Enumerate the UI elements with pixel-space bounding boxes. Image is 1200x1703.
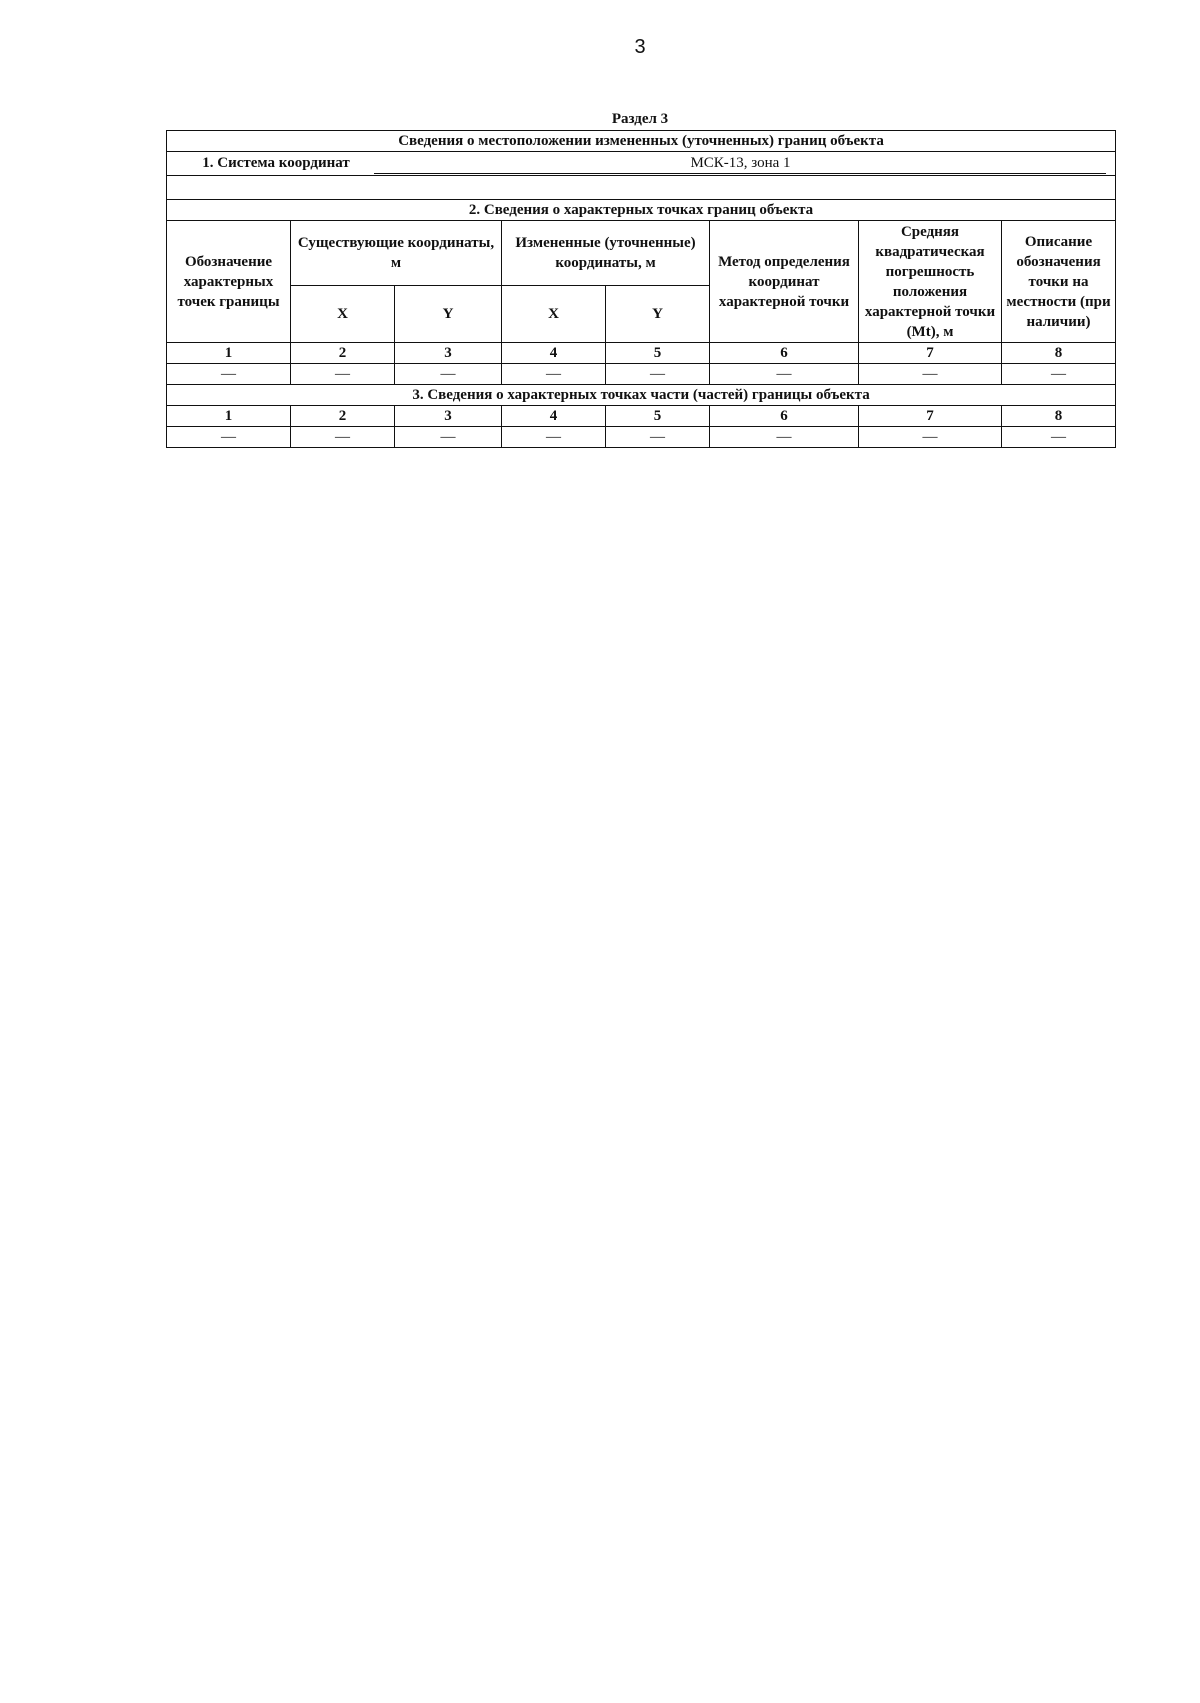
boundary-coordinates-table [166, 130, 1116, 448]
column-number: 2 [291, 343, 395, 364]
column-number: 3 [395, 406, 502, 427]
empty-cell: — [291, 364, 395, 385]
page-number: 3 [634, 36, 646, 58]
col-header-changed-x: X [502, 286, 606, 343]
empty-cell: — [859, 427, 1002, 448]
empty-cell: — [167, 364, 291, 385]
table-title: Сведения о местоположении измененных (уточненных) границ объекта [167, 131, 1116, 152]
column-number: 5 [606, 343, 710, 364]
col-header-description: Описание обозначения точки на местности (при наличии) [1002, 221, 1116, 343]
empty-cell: — [502, 364, 606, 385]
empty-cell: — [167, 427, 291, 448]
column-number: 7 [859, 406, 1002, 427]
column-number: 6 [710, 406, 859, 427]
column-number: 6 [710, 343, 859, 364]
empty-cell: — [710, 427, 859, 448]
empty-cell: — [1002, 427, 1116, 448]
empty-cell: — [606, 364, 710, 385]
empty-cell: — [710, 364, 859, 385]
column-number-row [167, 343, 1116, 364]
column-number: 7 [859, 343, 1002, 364]
column-number-row [167, 406, 1116, 427]
column-number: 2 [291, 406, 395, 427]
empty-cell: — [395, 427, 502, 448]
coordinate-system-value: МСК-13, зона 1 [374, 153, 1106, 174]
subsection-2-title: 2. Сведения о характерных точках границ объекта [167, 200, 1116, 221]
empty-cell: — [502, 427, 606, 448]
empty-cell: — [291, 427, 395, 448]
col-header-designation: Обозначение характерных точек границы [167, 221, 291, 343]
column-number: 1 [167, 343, 291, 364]
empty-cell: — [395, 364, 502, 385]
col-header-changed-coordinates: Измененные (уточненные) координаты, м [502, 221, 710, 286]
column-number: 4 [502, 406, 606, 427]
coordinate-system-label: 1. Система координат [202, 155, 350, 171]
empty-cell: — [859, 364, 1002, 385]
col-header-changed-y: Y [606, 286, 710, 343]
col-header-existing-y: Y [395, 286, 502, 343]
col-header-method: Метод определения координат характерной точки [710, 221, 859, 343]
col-header-existing-x: X [291, 286, 395, 343]
column-number: 3 [395, 343, 502, 364]
column-number: 5 [606, 406, 710, 427]
table-row [167, 427, 1116, 448]
column-number: 8 [1002, 343, 1116, 364]
subsection-3-title: 3. Сведения о характерных точках части (частей) границы объекта [167, 385, 1116, 406]
blank-row [167, 176, 1116, 200]
col-header-error: Средняя квадратическая погрешность положения характерной точки (Mt), м [859, 221, 1002, 343]
column-number: 4 [502, 343, 606, 364]
col-header-existing-coordinates: Существующие координаты, м [291, 221, 502, 286]
column-number: 8 [1002, 406, 1116, 427]
empty-cell: — [1002, 364, 1116, 385]
empty-cell: — [606, 427, 710, 448]
section-title: Раздел 3 [611, 111, 669, 127]
coordinate-system-row [167, 152, 1116, 176]
column-number: 1 [167, 406, 291, 427]
table-row [167, 364, 1116, 385]
